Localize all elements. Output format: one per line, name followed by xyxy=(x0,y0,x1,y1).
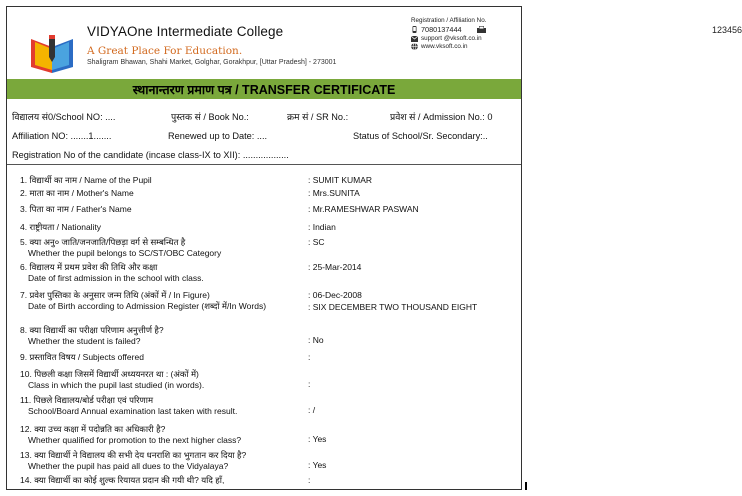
item-label: पिछली कक्षा जिसमें विद्यार्थी अध्ययनरत था : (अंकों में) xyxy=(34,369,199,379)
list-item xyxy=(20,175,152,186)
globe-icon xyxy=(411,43,418,50)
item-number: 2. xyxy=(20,188,28,198)
item-label: राष्ट्रीयता / Nationality xyxy=(29,222,102,232)
item-label: पिता का नाम / Father's Name xyxy=(29,204,132,214)
scrollbar-edge xyxy=(525,482,527,490)
item-label-english: Date of Birth according to Admission Register (शब्दों में/In Words) xyxy=(28,300,267,311)
list-item xyxy=(20,204,132,215)
item-number: 3. xyxy=(20,204,28,214)
list-item xyxy=(20,475,224,486)
item-number: 1. xyxy=(20,175,28,185)
college-tagline: A Great Place For Education. xyxy=(87,45,243,57)
registration-label: Registration / Affiliation No. xyxy=(411,17,487,24)
list-item xyxy=(20,290,266,311)
item-value: : 25-Mar-2014 xyxy=(308,262,362,272)
item-value: : Yes xyxy=(308,434,327,444)
list-item xyxy=(20,188,134,199)
item-label: क्या विद्यार्थी का परीक्षा परिणाम अनुत्तीर्ण है? xyxy=(29,325,164,335)
item-number: 9. xyxy=(20,352,28,362)
item-label: क्या विद्यार्थी ने विद्यालय की सभी देय धनराशि का भुगतान कर दिया है? xyxy=(34,450,247,460)
item-value: : Yes xyxy=(308,460,327,470)
item-value: : Mr.RAMESHWAR PASWAN xyxy=(308,204,419,214)
renewed-date: Renewed up to Date: .... xyxy=(168,131,268,141)
list-item xyxy=(20,237,221,258)
email-address: support @vksoft.co.in xyxy=(421,35,482,42)
item-number: 12. xyxy=(20,424,32,434)
list-item xyxy=(20,450,246,471)
certificate-title: स्थानान्तरण प्रमाण पत्र / TRANSFER CERTIFICATE xyxy=(7,79,521,99)
list-item xyxy=(20,325,164,346)
item-label-english: Whether the pupil has paid all dues to the Vidyalaya? xyxy=(28,460,229,471)
college-address: Shaligram Bhawan, Shahi Market, Golghar, Gorakhpur, [Uttar Pradesh] - 273001 xyxy=(87,59,337,66)
item-value-words: : SIX DECEMBER TWO THOUSAND EIGHT xyxy=(308,302,478,312)
item-number: 13. xyxy=(20,450,32,460)
item-label: क्या विद्यार्थी का कोई शुल्क रियायत प्रदान की गयी थी? यदि हाँ, xyxy=(34,475,225,485)
phone-number: 7080137444 xyxy=(421,25,462,34)
registration-number: 123456 xyxy=(712,25,742,35)
item-value: : Indian xyxy=(308,222,336,232)
item-label-english: School/Board Annual examination last taken with result. xyxy=(28,405,238,416)
affiliation-no: Affiliation NO: .......1....... xyxy=(12,131,112,141)
item-value: : xyxy=(308,379,311,389)
list-item xyxy=(20,262,204,283)
website: www.vksoft.co.in xyxy=(421,43,468,50)
list-item xyxy=(20,222,101,233)
item-number: 7. xyxy=(20,290,28,300)
item-value: : / xyxy=(308,405,316,415)
sr-no: क्रम सं / SR No.: xyxy=(287,112,349,122)
item-number: 5. xyxy=(20,237,28,247)
phone-icon xyxy=(411,26,418,33)
transfer-certificate-page xyxy=(6,6,742,490)
college-name: VIDYAOne Intermediate College xyxy=(87,24,284,39)
list-item xyxy=(20,352,144,363)
item-label: विद्यार्थी का नाम / Name of the Pupil xyxy=(29,175,152,185)
fax-icon xyxy=(477,26,486,33)
admission-no: प्रवेश सं / Admission No.: 0 xyxy=(390,112,493,122)
book-no: पुस्तक सं / Book No.: xyxy=(171,112,249,122)
item-number: 6. xyxy=(20,262,28,272)
item-number: 11. xyxy=(20,395,32,405)
item-label: क्या उच्च कक्षा में पदोन्नति का अधिकारी है? xyxy=(34,424,166,434)
item-number: 4. xyxy=(20,222,28,232)
school-no: विद्यालय सं0/School NO: .... xyxy=(12,112,116,122)
item-label-english: Whether qualified for promotion to the next higher class? xyxy=(28,434,242,445)
item-label: पिछले विद्यालय/बोर्ड परीक्षा एवं परिणाम xyxy=(33,395,154,405)
item-value: : Mrs.SUNITA xyxy=(308,188,360,198)
item-number: 14. xyxy=(20,475,32,485)
item-label: क्या अनु० जाति/जनजाति/पिछड़ा वर्ग से सम्बन्धित है xyxy=(29,237,186,247)
item-value: : xyxy=(308,475,311,485)
list-item xyxy=(20,369,204,390)
item-label: विद्यालय में प्रथम प्रवेश की तिथि और कक्षा xyxy=(29,262,158,272)
registration-block xyxy=(411,17,742,50)
book-logo-icon xyxy=(27,35,77,73)
email-icon xyxy=(411,36,418,42)
item-value: : 06-Dec-2008 xyxy=(308,290,362,300)
item-label-english: Class in which the pupil last studied (in words). xyxy=(28,379,205,390)
divider xyxy=(7,164,521,165)
school-status: Status of School/Sr. Secondary:.. xyxy=(353,131,488,141)
item-number: 8. xyxy=(20,325,28,335)
item-number: 10. xyxy=(20,369,32,379)
item-label-english: Whether the pupil belongs to SC/ST/OBC Category xyxy=(28,247,222,258)
list-item xyxy=(20,395,237,416)
item-value: : SUMIT KUMAR xyxy=(308,175,373,185)
item-label: प्रवेश पुस्तिका के अनुसार जन्म तिथि (अंकों में / In Figure) xyxy=(29,290,210,300)
item-label: प्रस्तावित विषय / Subjects offered xyxy=(29,352,144,362)
list-item xyxy=(20,424,241,445)
item-value: : xyxy=(308,352,311,362)
item-label-english: Whether the student is failed? xyxy=(28,335,141,346)
registration-line: Registration No of the candidate (incase class-IX to XII): .................. xyxy=(12,150,289,160)
item-label-english: Date of first admission in the school with class. xyxy=(28,272,204,283)
item-value: : No xyxy=(308,335,324,345)
item-label: माता का नाम / Mother's Name xyxy=(29,188,134,198)
item-value: : SC xyxy=(308,237,325,247)
